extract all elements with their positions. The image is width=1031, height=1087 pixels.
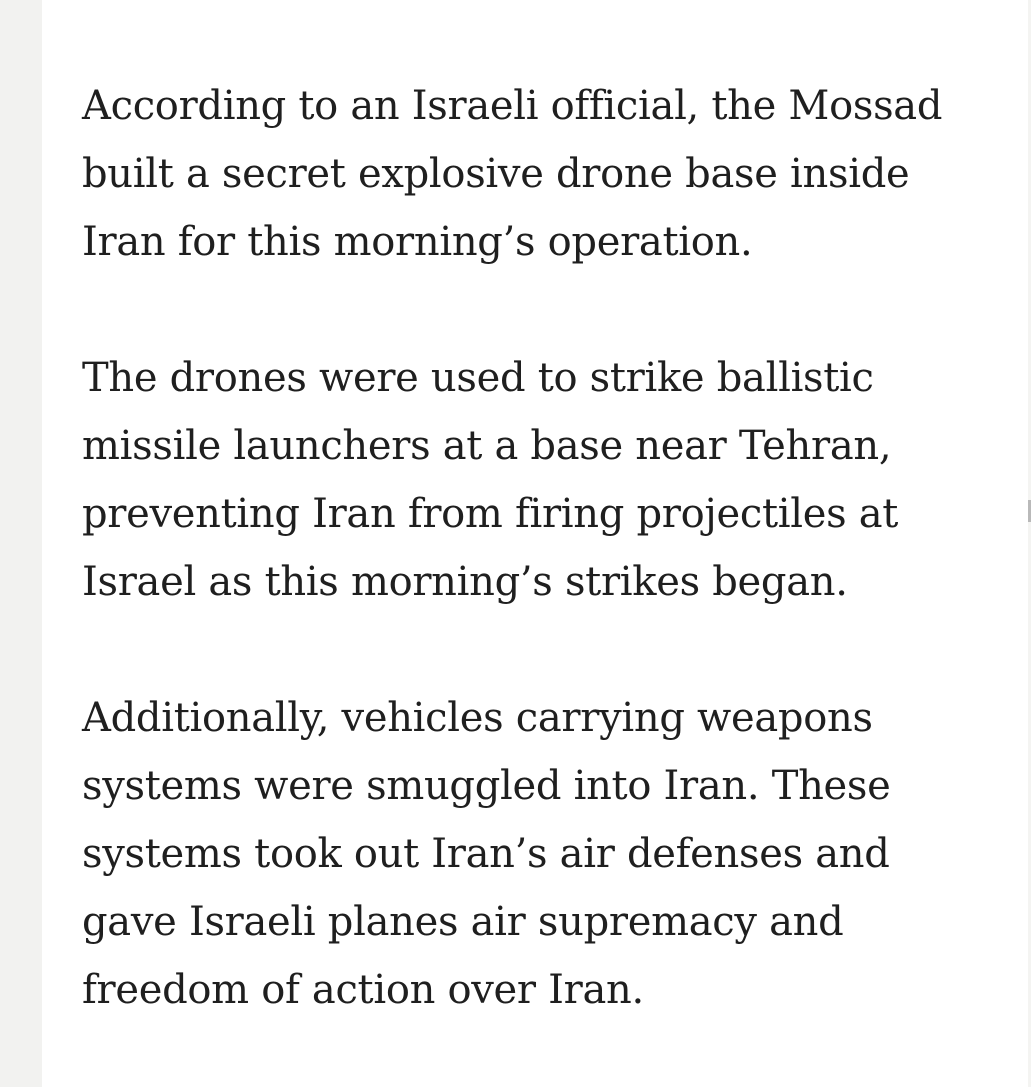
- article-body: [82, 72, 1002, 1024]
- paragraph-line: freedom of action over Iran.: [82, 967, 644, 1013]
- paragraph-line: gave Israeli planes air supremacy and: [82, 899, 844, 945]
- paragraph-line: Iran for this morning’s operation.: [82, 219, 753, 265]
- paragraph-3: [82, 684, 1002, 1024]
- paragraph-2: [82, 344, 1002, 616]
- paragraph-line: systems took out Iran’s air defenses and: [82, 831, 890, 877]
- paragraph-line: Israel as this morning’s strikes began.: [82, 559, 848, 605]
- paragraph-line: The drones were used to strike ballistic: [82, 355, 874, 401]
- paragraph-line: missile launchers at a base near Tehran,: [82, 423, 892, 469]
- paragraph-line: According to an Israeli official, the Mossad: [82, 83, 943, 129]
- left-page-margin: [0, 0, 42, 1087]
- paragraph-line: preventing Iran from firing projectiles at: [82, 491, 899, 537]
- paragraph-line: Additionally, vehicles carrying weapons: [82, 695, 873, 741]
- paragraph-line: systems were smuggled into Iran. These: [82, 763, 891, 809]
- paragraph-line: built a secret explosive drone base inside: [82, 151, 910, 197]
- paragraph-1: [82, 72, 1002, 276]
